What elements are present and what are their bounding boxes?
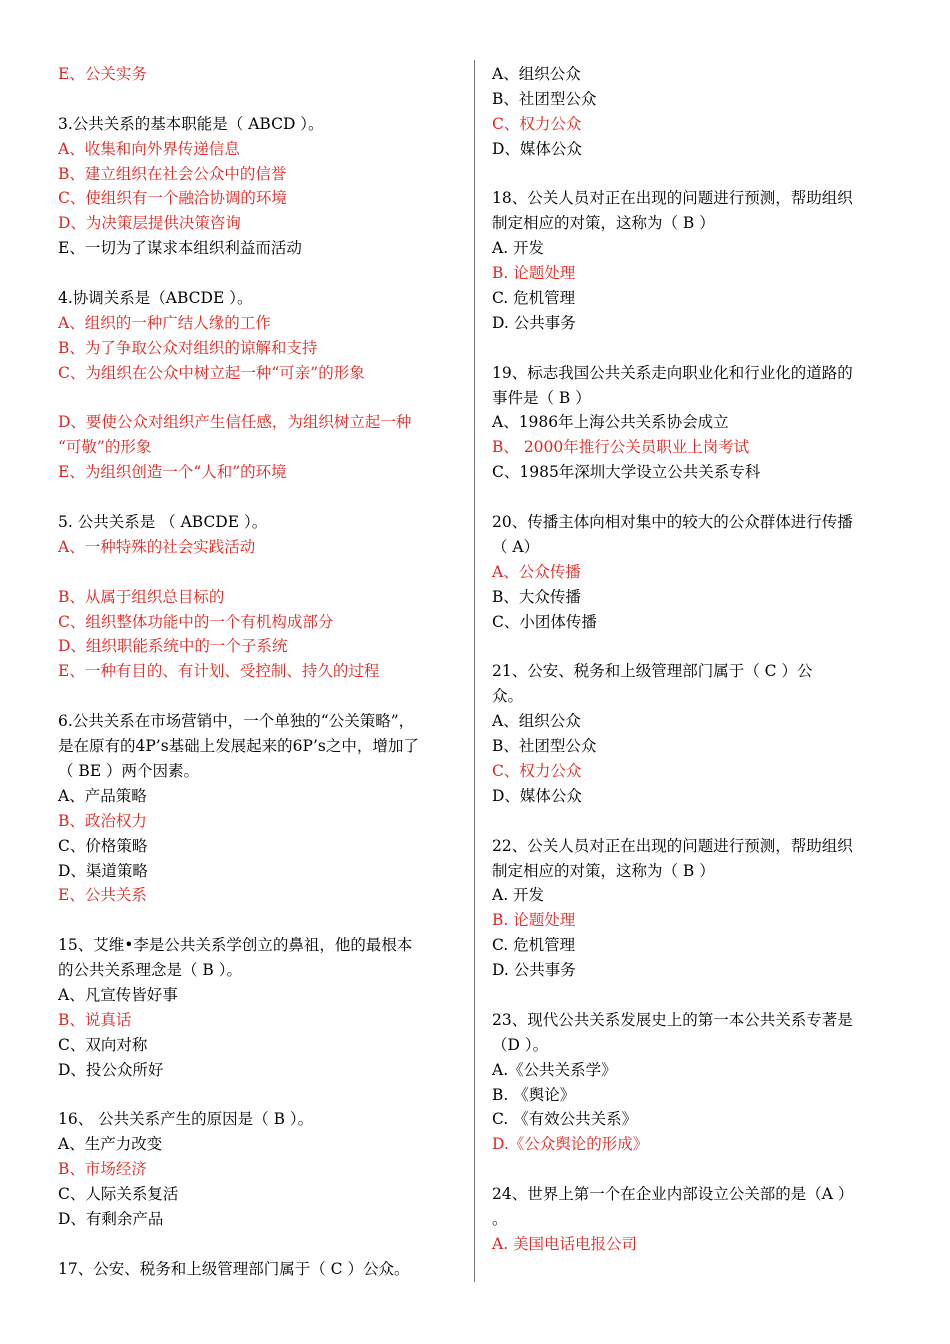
blank-line xyxy=(58,87,458,112)
text-line: A、1986年上海公共关系协会成立 xyxy=(492,413,729,432)
text-line: 4.协调关系是（ABCDE ）。 xyxy=(58,289,253,308)
blank-line xyxy=(492,162,882,187)
text-line: D. 公共事务 xyxy=(492,961,576,980)
answer-line: D.《公众舆论的形成》 xyxy=(492,1135,649,1154)
answer-line: E、公关实务 xyxy=(58,65,147,83)
blank-line xyxy=(492,1157,882,1182)
blank-line xyxy=(58,1083,458,1108)
answer-line: B. 论题处理 xyxy=(492,264,576,283)
text-line: B、社团型公众 xyxy=(492,89,597,108)
answer-line: E、一种有目的、有计划、受控制、持久的过程 xyxy=(58,662,380,681)
answer-line: C、权力公众 xyxy=(492,114,582,133)
text-line: 事件是（ B ） xyxy=(492,388,591,407)
blank-line xyxy=(58,261,458,286)
text-line: （ A） xyxy=(492,537,540,556)
text-line: 16、 公共关系产生的原因是（ B ）。 xyxy=(58,1110,314,1129)
text-line: A. 开发 xyxy=(492,886,545,905)
blank-line xyxy=(58,485,458,510)
text-line: 18、公关人员对正在出现的问题进行预测，帮助组织 xyxy=(492,189,853,208)
text-line: C、价格策略 xyxy=(58,836,148,855)
text-line: （ BE ）两个因素。 xyxy=(58,761,200,780)
text-line: B. 《舆论》 xyxy=(492,1085,576,1104)
answer-line: A、组织的一种广结人缘的工作 xyxy=(58,313,271,332)
text-line: D、投公众所好 xyxy=(58,1060,164,1079)
answer-line: A、一种特殊的社会实践活动 xyxy=(58,537,256,556)
answer-line: B、说真话 xyxy=(58,1010,132,1029)
column-divider xyxy=(474,60,475,1282)
answer-line: E、为组织创造一个“人和”的环境 xyxy=(58,463,287,482)
answer-line: A、公众传播 xyxy=(492,562,581,581)
blank-line xyxy=(492,983,882,1008)
text-line: 的公共关系理念是（ B ）。 xyxy=(58,961,242,980)
text-line: 5. 公共关系是 （ ABCDE ）。 xyxy=(58,513,268,532)
text-line: 15、艾维•李是公共关系学创立的鼻祖，他的最根本 xyxy=(58,936,413,955)
text-line: 21、公安、税务和上级管理部门属于（ C ）公 xyxy=(492,662,813,681)
text-line: A. 开发 xyxy=(492,239,545,258)
answer-line: A. 美国电话电报公司 xyxy=(492,1234,638,1253)
answer-line: B. 论题处理 xyxy=(492,911,576,930)
answer-line: B、建立组织在社会公众中的信誉 xyxy=(58,164,287,183)
text-line: 。 xyxy=(492,1209,508,1228)
text-line: D、媒体公众 xyxy=(492,786,582,805)
answer-line: C、权力公众 xyxy=(492,761,582,780)
right-column xyxy=(492,62,882,1257)
text-line: 20、传播主体向相对集中的较大的公众群体进行传播 xyxy=(492,513,853,532)
text-line: C、人际关系复活 xyxy=(58,1185,179,1204)
text-line: 制定相应的对策，这称为（ B ） xyxy=(492,861,715,880)
text-line: D、渠道策略 xyxy=(58,861,148,880)
text-line: D. 公共事务 xyxy=(492,313,576,332)
text-line: A、组织公众 xyxy=(492,65,581,83)
blank-line xyxy=(58,908,458,933)
text-line: C、小团体传播 xyxy=(492,612,597,631)
answer-line: E、公共关系 xyxy=(58,886,147,905)
blank-line xyxy=(492,634,882,659)
answer-line: “可敬”的形象 xyxy=(58,438,152,457)
text-line: A、组织公众 xyxy=(492,712,581,731)
text-line: 22、公关人员对正在出现的问题进行预测，帮助组织 xyxy=(492,836,853,855)
text-line: C、双向对称 xyxy=(58,1035,148,1054)
text-line: 3.公共关系的基本职能是（ ABCD ）。 xyxy=(58,114,324,133)
answer-line: D、要使公众对组织产生信任感，为组织树立起一种 xyxy=(58,413,412,432)
text-line: B、社团型公众 xyxy=(492,737,597,756)
blank-line xyxy=(58,1232,458,1257)
text-line: 17、公安、税务和上级管理部门属于（ C ）公众。 xyxy=(58,1259,410,1278)
text-line: 6.公共关系在市场营销中，一个单独的“公关策略”， xyxy=(58,712,415,731)
text-line: A、生产力改变 xyxy=(58,1135,163,1154)
text-line: B、大众传播 xyxy=(492,587,581,606)
answer-line: A、收集和向外界传递信息 xyxy=(58,139,240,158)
answer-line: D、组织职能系统中的一个子系统 xyxy=(58,637,288,656)
text-line: 是在原有的4P’s基础上发展起来的6P’s之中，增加了 xyxy=(58,737,419,756)
answer-line: B、从属于组织总目标的 xyxy=(58,587,225,606)
text-line: 众。 xyxy=(492,687,524,706)
text-line: 19、标志我国公共关系走向职业化和行业化的道路的 xyxy=(492,363,853,382)
text-line: A、凡宣传皆好事 xyxy=(58,985,178,1004)
blank-line xyxy=(58,560,458,585)
answer-line: C、组织整体功能中的一个有机构成部分 xyxy=(58,612,334,631)
answer-line: B、为了争取公众对组织的谅解和支持 xyxy=(58,338,318,357)
blank-line xyxy=(492,485,882,510)
left-column xyxy=(58,62,458,1282)
text-line: 23、现代公共关系发展史上的第一本公共关系专著是 xyxy=(492,1010,853,1029)
text-line: 24、世界上第一个在企业内部设立公关部的是（A ） xyxy=(492,1185,854,1204)
text-line: D、有剩余产品 xyxy=(58,1209,164,1228)
text-line: A、产品策略 xyxy=(58,786,147,805)
answer-line: C、为组织在公众中树立起一种“可亲”的形象 xyxy=(58,363,365,382)
blank-line xyxy=(492,809,882,834)
blank-line xyxy=(58,386,458,411)
text-line: 制定相应的对策，这称为（ B ） xyxy=(492,214,715,233)
blank-line xyxy=(492,336,882,361)
text-line: （D ）。 xyxy=(492,1035,549,1054)
answer-line: D、为决策层提供决策咨询 xyxy=(58,214,241,233)
answer-line: B、市场经济 xyxy=(58,1160,147,1179)
answer-line: B、政治权力 xyxy=(58,811,147,830)
text-line: A.《公共关系学》 xyxy=(492,1060,617,1079)
blank-line xyxy=(58,684,458,709)
text-line: C. 《有效公共关系》 xyxy=(492,1110,638,1129)
text-line: C. 危机管理 xyxy=(492,936,576,955)
answer-line: C、使组织有一个融洽协调的环境 xyxy=(58,189,287,208)
answer-line: B、 2000年推行公关员职业上岗考试 xyxy=(492,438,750,457)
text-line: D、媒体公众 xyxy=(492,139,582,158)
text-line: C. 危机管理 xyxy=(492,289,576,308)
text-line: C、1985年深圳大学设立公共关系专科 xyxy=(492,463,761,482)
text-line: E、一切为了谋求本组织利益而活动 xyxy=(58,239,302,258)
